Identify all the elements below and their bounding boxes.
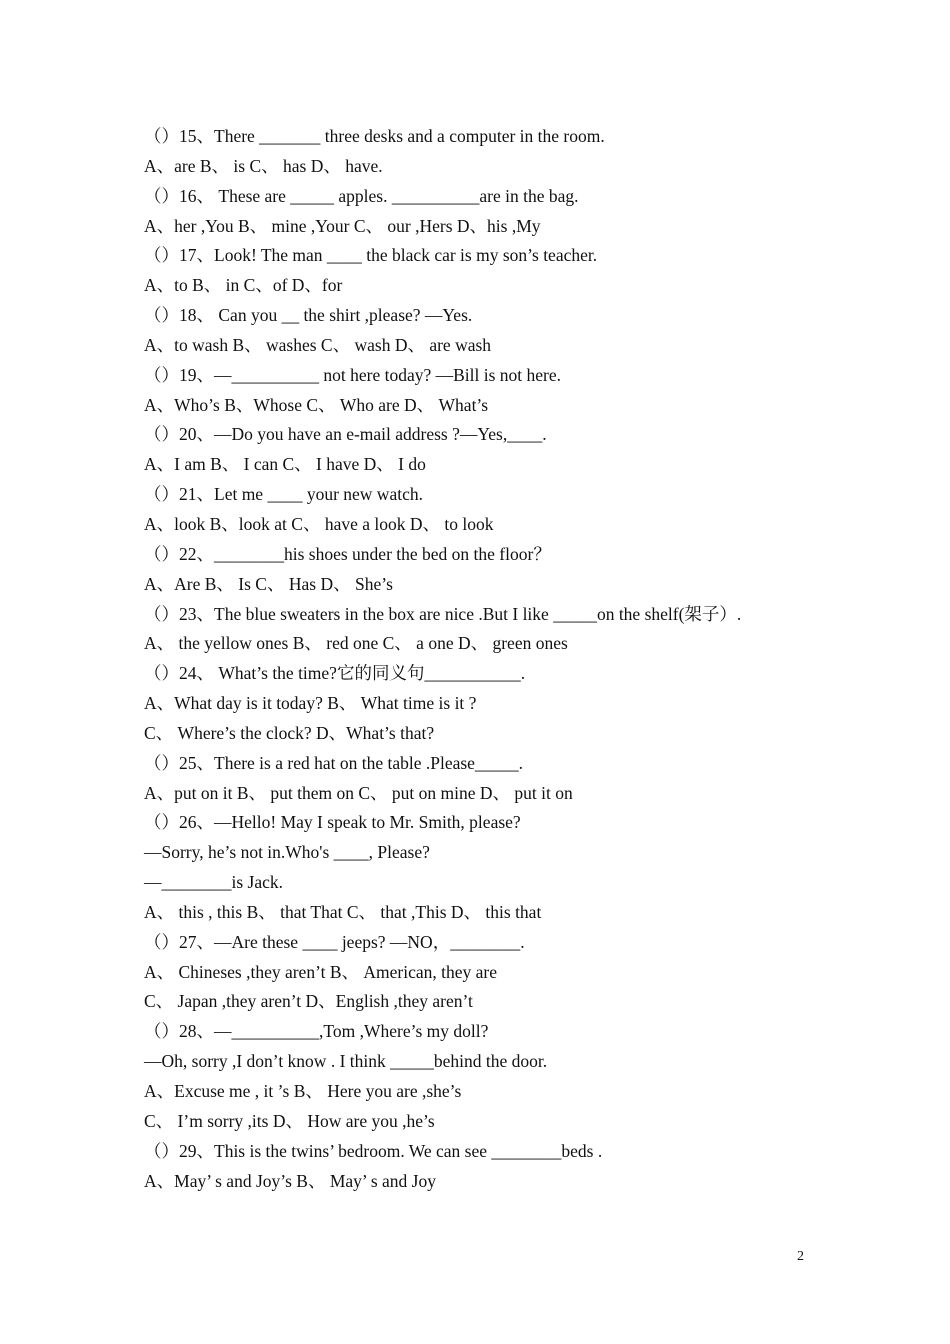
options-25: A、put on it B、 put them on C、 put on mine D、 put it on — [144, 782, 573, 803]
question-21: （）21、Let me ____ your new watch. — [144, 484, 423, 505]
options-19: A、Who’s B、Whose C、 Who are D、 What’s — [144, 394, 489, 415]
question-20: （）20、—Do you have an e-mail address ?—Yes,____. — [144, 424, 547, 445]
options-22: A、Are B、 Is C、 Has D、 She’s — [144, 573, 393, 594]
options-18: A、to wash B、 washes C、 wash D、 are wash — [144, 334, 492, 355]
question-25: （）25、There is a red hat on the table .Please_____. — [144, 752, 524, 773]
question-19: （）19、—__________ not here today? —Bill is not here. — [144, 364, 562, 385]
options-20: A、I am B、 I can C、 I have D、 I do — [144, 454, 426, 475]
options-27-ab: A、 Chineses ,they aren’t B、 American, they are — [144, 961, 497, 982]
question-26: （）26、—Hello! May I speak to Mr. Smith, please? — [144, 812, 521, 833]
question-29: （）29、This is the twins’ bedroom. We can see ________beds . — [144, 1140, 603, 1161]
options-26: A、 this , this B、 that That C、 that ,This D、 this that — [144, 901, 542, 922]
options-28-cd: C、 I’m sorry ,its D、 How are you ,he’s — [144, 1110, 435, 1131]
options-16: A、her ,You B、 mine ,Your C、 our ,Hers D、his ,My — [144, 215, 541, 236]
options-28-ab: A、Excuse me , it ’s B、 Here you are ,she’s — [144, 1081, 462, 1101]
question-18: （）18、 Can you __ the shirt ,please? —Yes. — [144, 305, 473, 326]
question-26-line-3: —________is Jack. — [144, 872, 284, 893]
options-29: A、May’ s and Joy’s B、 May’ s and Joy — [144, 1170, 436, 1191]
question-28: （）28、—__________,Tom ,Where’s my doll? — [144, 1021, 489, 1042]
question-16: （）16、 These are _____ apples. __________are in the bag. — [144, 185, 579, 206]
options-17: A、to B、 in C、of D、for — [144, 275, 343, 296]
options-15: A、are B、 is C、 has D、 have. — [144, 155, 383, 176]
question-28-line-2: —Oh, sorry ,I don’t know . I think _____behind the door. — [144, 1051, 548, 1072]
page-number: 2 — [797, 1249, 804, 1264]
exercise-content — [144, 122, 824, 1196]
question-27: （）27、—Are these ____ jeeps? —NO，________. — [144, 931, 525, 952]
question-22: （）22、________his shoes under the bed on the floor？ — [144, 543, 551, 564]
options-24-ab: A、What day is it today? B、 What time is it ? — [144, 693, 477, 714]
options-24-cd: C、 Where’s the clock? D、What’s that? — [144, 722, 435, 743]
options-27-cd: C、 Japan ,they aren’t D、English ,they aren’t — [144, 991, 473, 1012]
question-15: （）15、There _______ three desks and a computer in the room. — [144, 126, 605, 146]
options-23: A、 the yellow ones B、 red one C、 a one D、 green ones — [144, 633, 568, 654]
question-17: （）17、Look! The man ____ the black car is my son’s teacher. — [144, 245, 598, 266]
question-26-line-2: —Sorry, he’s not in.Who's ____, Please? — [144, 842, 430, 863]
question-23: （）23、The blue sweaters in the box are nice .But I like _____on the shelf(架子）. — [144, 603, 742, 624]
options-21: A、look B、look at C、 have a look D、 to look — [144, 513, 494, 534]
question-24: （）24、 What’s the time?它的同义句___________. — [144, 663, 526, 684]
